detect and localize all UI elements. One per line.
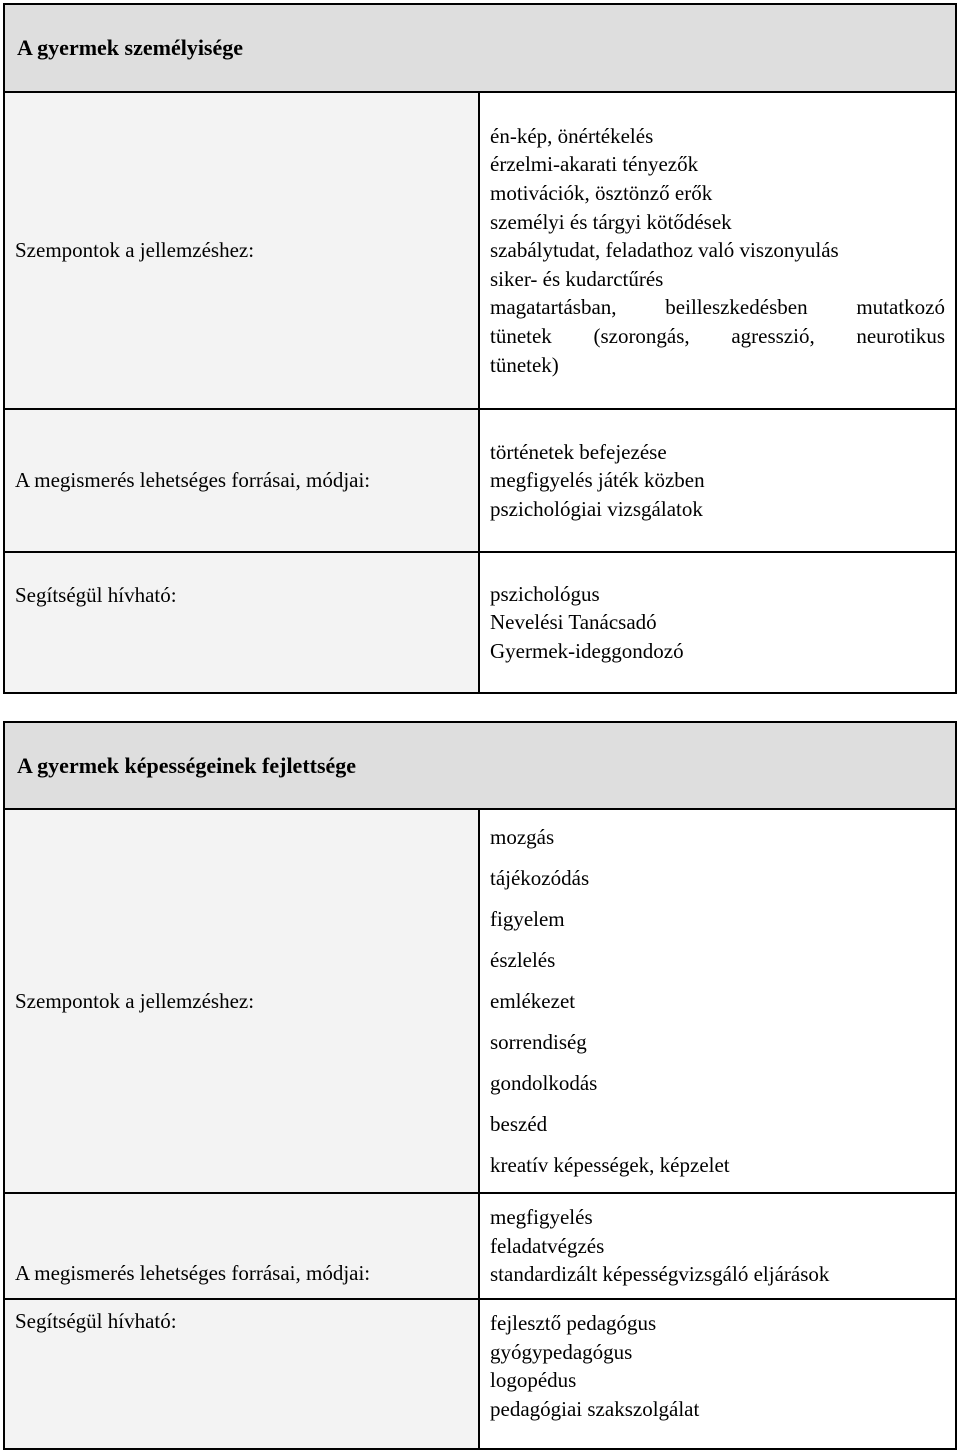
list-item: gondolkodás: [490, 1070, 598, 1095]
row-label: Szempontok a jellemzéshez:: [5, 810, 480, 1192]
list-item: motivációk, ösztönző erők: [490, 181, 713, 206]
list-item: személyi és tárgyi kötődések: [490, 209, 732, 234]
list-item: szabálytudat, feladathoz való viszonyulás: [490, 238, 839, 263]
list-item: siker- és kudarctűrés: [490, 266, 664, 291]
row-label: Segítségül hívható:: [5, 1300, 480, 1448]
section-title-abilities: A gyermek képességeinek fejlettsége: [5, 723, 955, 810]
list-item: feladatvégzés: [490, 1233, 605, 1258]
list-item: standardizált képességvizsgáló eljárások: [490, 1262, 830, 1287]
row-label: Segítségül hívható:: [5, 553, 480, 692]
row-items: [480, 93, 955, 408]
list-item: mozgás: [490, 824, 555, 849]
row-items: [480, 410, 955, 551]
table-row-sources: [5, 410, 955, 553]
list-item: fejlesztő pedagógus: [490, 1311, 657, 1335]
abilities-table: [3, 721, 957, 1450]
list-item: Gyermek-ideggondozó: [490, 638, 684, 663]
list-item: magatartásban, beilleszkedésben mutatkozó: [490, 295, 945, 320]
list-item: sorrendiség: [490, 1029, 587, 1054]
row-label: A megismerés lehetséges forrásai, módjai:: [5, 410, 480, 551]
list-item: emlékezet: [490, 988, 576, 1013]
row-items: [480, 810, 955, 1192]
list-item: megfigyelés játék közben: [490, 468, 705, 493]
row-label: A megismerés lehetséges forrásai, módjai:: [5, 1194, 480, 1298]
row-items: [480, 1194, 955, 1298]
list-item: pedagógiai szakszolgálat: [490, 1396, 700, 1421]
row-items: [480, 1300, 955, 1448]
list-item: figyelem: [490, 906, 565, 931]
table-row-helpers: [5, 1300, 955, 1448]
list-item: Nevelési Tanácsadó: [490, 610, 657, 635]
list-item: beszéd: [490, 1111, 548, 1136]
row-label: Szempontok a jellemzéshez:: [5, 93, 480, 408]
list-item: logopédus: [490, 1368, 577, 1393]
list-item: tünetek (szorongás, agresszió, neurotikus: [490, 323, 945, 348]
list-item: én-kép, önértékelés: [490, 123, 654, 148]
list-item: tünetek): [490, 352, 559, 377]
list-item: kreatív képességek, képzelet: [490, 1152, 730, 1177]
list-item: gyógypedagógus: [490, 1339, 633, 1364]
list-item: pszichológus: [490, 581, 600, 606]
list-item: történetek befejezése: [490, 439, 667, 464]
list-item: pszichológiai vizsgálatok: [490, 496, 703, 521]
list-item: tájékozódás: [490, 865, 590, 890]
personality-table: [3, 3, 957, 694]
row-items: [480, 553, 955, 692]
list-item: érzelmi-akarati tényezők: [490, 152, 699, 177]
list-item: észlelés: [490, 947, 556, 972]
list-item: megfigyelés: [490, 1205, 593, 1230]
table-row-criteria: [5, 93, 955, 410]
table-row-criteria: [5, 810, 955, 1194]
section-title-personality: A gyermek személyisége: [5, 5, 955, 93]
table-row-helpers: [5, 553, 955, 692]
table-row-sources: [5, 1194, 955, 1300]
